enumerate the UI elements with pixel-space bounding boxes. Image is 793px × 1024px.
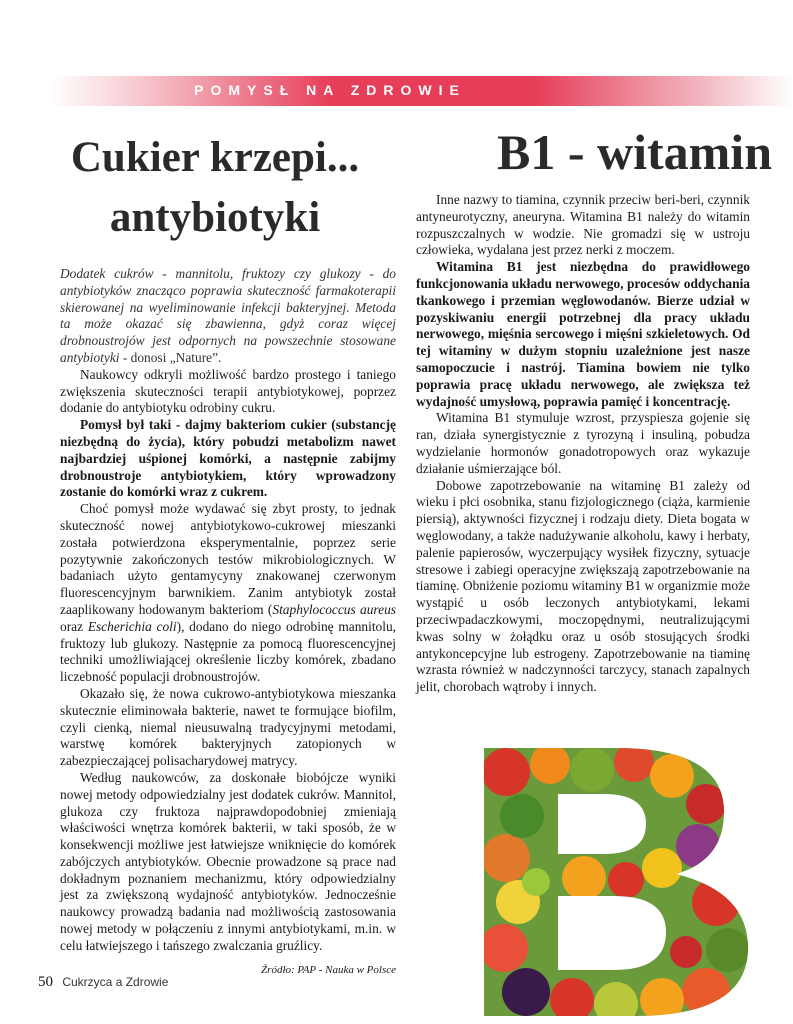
b1-paragraph-2 (416, 259, 750, 410)
article-title-b1: B1 - witamin (497, 124, 772, 180)
section-label: POMYSŁ NA ZDROWIE (194, 82, 466, 98)
lead-tail: - donosi „Nature”. (119, 349, 222, 365)
lead-text: Dodatek cukrów - mannitolu, fruktozy czy glukozy - do antybiotyków znacząco poprawia skuteczność farmakoterapii skierowanej na wyeliminowanie infekcji bakteryjnej. Metoda ta może okazać się zbawienna, gdyż coraz więcej drobnoustrojów jest odpornych na powszechnie stosowane antybiotyki (60, 266, 396, 365)
article-title-sugar (30, 128, 400, 248)
paragraph-5: Według naukowców, za doskonałe biobójcze wyniki nowej metody odpowiedzialny jest dodatek cukrów. Mannitol, glukoza czy fruktoza najprawdopodobniej zmieniają właściwości wnętrza komórek bakterii, w taki sposób, że w konsekwencji możliwe jest łatwiejsze wniknięcie do komórek zabójczych antybiotyków. Obecnie prowadzone są prace nad dokładnym poznaniem mechanizmu, który odpowiedzialny jest za zwiększoną wydajność antybiotyków. Jednocześnie naukowcy prowadzą badania nad możliwością zastosowania nowej metody w połączeniu z innymi antybiotykami, m.in. w celu łatwiejszego i tańszego zwalczania gruźlicy. (60, 769, 396, 953)
p3-part-c: ), dodano do niego odrobinę mannitolu, fruktozy lub glukozy. Następnie za pomocą fluorescencyjnej techniki umożliwiającej określenie liczby komórek, zbadano liczebność populacji drobnoustrojów. (60, 618, 397, 685)
paragraph-2-bold: Pomysł był taki - dajmy bakteriom cukier (substancję niezbędną do życia), który pobudzi metabolizm nawet najbardziej uśpionej komórki, a następnie zabijmy drobnoustroje antybiotykiem, który wprowadzony zostanie do komórki wraz z cukrem. (60, 417, 396, 500)
b1-paragraph-3: Witamina B1 stymuluje wzrost, przyspiesza gojenie się ran, działa synergistycznie z tyrozyną i insuliną, pobudza wydzielanie hormonów gonadotropowych oraz wykazuje działanie uśmierzające ból. (416, 410, 750, 476)
b1-paragraph-1: Inne nazwy to tiamina, czynnik przeciw beri-beri, czynnik antyneurotyczny, aneuryna. Witamina B1 należy do witamin rozpuszczalnych w wodzie. Nie gromadzi się w ustroju człowieka, wydalana jest przez nerki z moczem. (416, 192, 750, 258)
source-note: Źródło: PAP - Nauka w Polsce (261, 963, 396, 976)
b1-paragraph-2-bold: Witamina B1 jest niezbędna do prawidłowego funkcjonowania układu nerwowego, procesów oddychania tkankowego i przemian węglowodanów. Bierze udział w pozyskiwaniu energii potrzebnej dla pracy układu nerwowego, mięśnia sercowego i mięśni szkieletowych. Od tej witaminy w dużym stopniu uzależnione jest nasze samopoczucie i nastrój. Tiamina bowiem nie tylko poprawia pracę układu nerwowego, ale zwiększa też wydajność umysłową, poprawia pamięć i koncentrację. (416, 259, 750, 409)
paragraph-4: Okazało się, że nowa cukrowo-antybiotykowa mieszanka skutecznie eliminowała bakterie, nawet te formujące biofilm, czyli cienką, niemal nieusuwalną tradycyjnymi metodami, warstwę komórek bakteryjnych zatopionych w zabezpieczającej polisacharydowej matrycy. (60, 685, 396, 769)
page-footer (38, 974, 168, 991)
letter-b-fruit-illustration (466, 742, 756, 1020)
p3-species-1: Staphylococcus aureus (272, 601, 396, 617)
p3-species-2: Escherichia coli (87, 618, 177, 634)
title-line-1: Cukier krzepi... (70, 134, 360, 181)
section-banner (50, 76, 793, 106)
paragraph-3 (60, 501, 396, 686)
p3-part-b: oraz (60, 618, 88, 634)
b1-paragraph-4: Dobowe zapotrzebowanie na witaminę B1 zależy od wieku i płci osobnika, stanu fizjologicznego (ciąża, karmienie piersią), aktywności fizycznej i rodzaju diety. Dieta bogata w węglowodany, a także nadużywanie alkoholu, kawy i herbaty, palenie papierosów, wyczerpujący wysiłek fizyczny, sytuacje stresowe i zabiegi operacyjne zwiększają zapotrzebowanie na tiaminę. Obniżenie poziomu witaminy B1 w organizmie może wystąpić u osób leczonych antybiotykami, lekami przeciwpadaczkowymi, moczopędnymi, neutralizującymi kwas solny w żołądku oraz u osób stosujących środki antykoncepcyjne lub estrogeny. Zapotrzebowanie na tiaminę wzrasta również w nadczynności tarczycy, stanach zapalnych jelit, chorobach wątroby i innych. (416, 477, 750, 695)
magazine-name: Cukrzyca a Zdrowie (62, 975, 169, 989)
lead-paragraph (60, 266, 396, 367)
article-b1-body (416, 192, 750, 696)
p3-part-a: Choć pomysł może wydawać się zbyt prosty, to jednak skuteczność nowej antybiotykowo-cukrowej mieszanki została potwierdzona eksperymentalnie, poprzez serie pozytywnie zakończonych testów mikrobiologicznych. W badaniach użyto gentamycyny znakowanej czerwonym fluorescencyjnym barwnikiem. Zanim antybiotyk został zaaplikowany hodowanym bakteriom ( (60, 501, 396, 617)
title-line-2: antybiotyki (109, 194, 321, 241)
paragraph-2 (60, 417, 396, 501)
article-sugar-body (60, 266, 396, 978)
page-number: 50 (38, 974, 53, 990)
paragraph-1: Naukowcy odkryli możliwość bardzo prostego i taniego zwiększenia skuteczności terapii antybiotykowej, poprzez dodanie do antybiotyku odrobiny cukru. (60, 366, 396, 416)
